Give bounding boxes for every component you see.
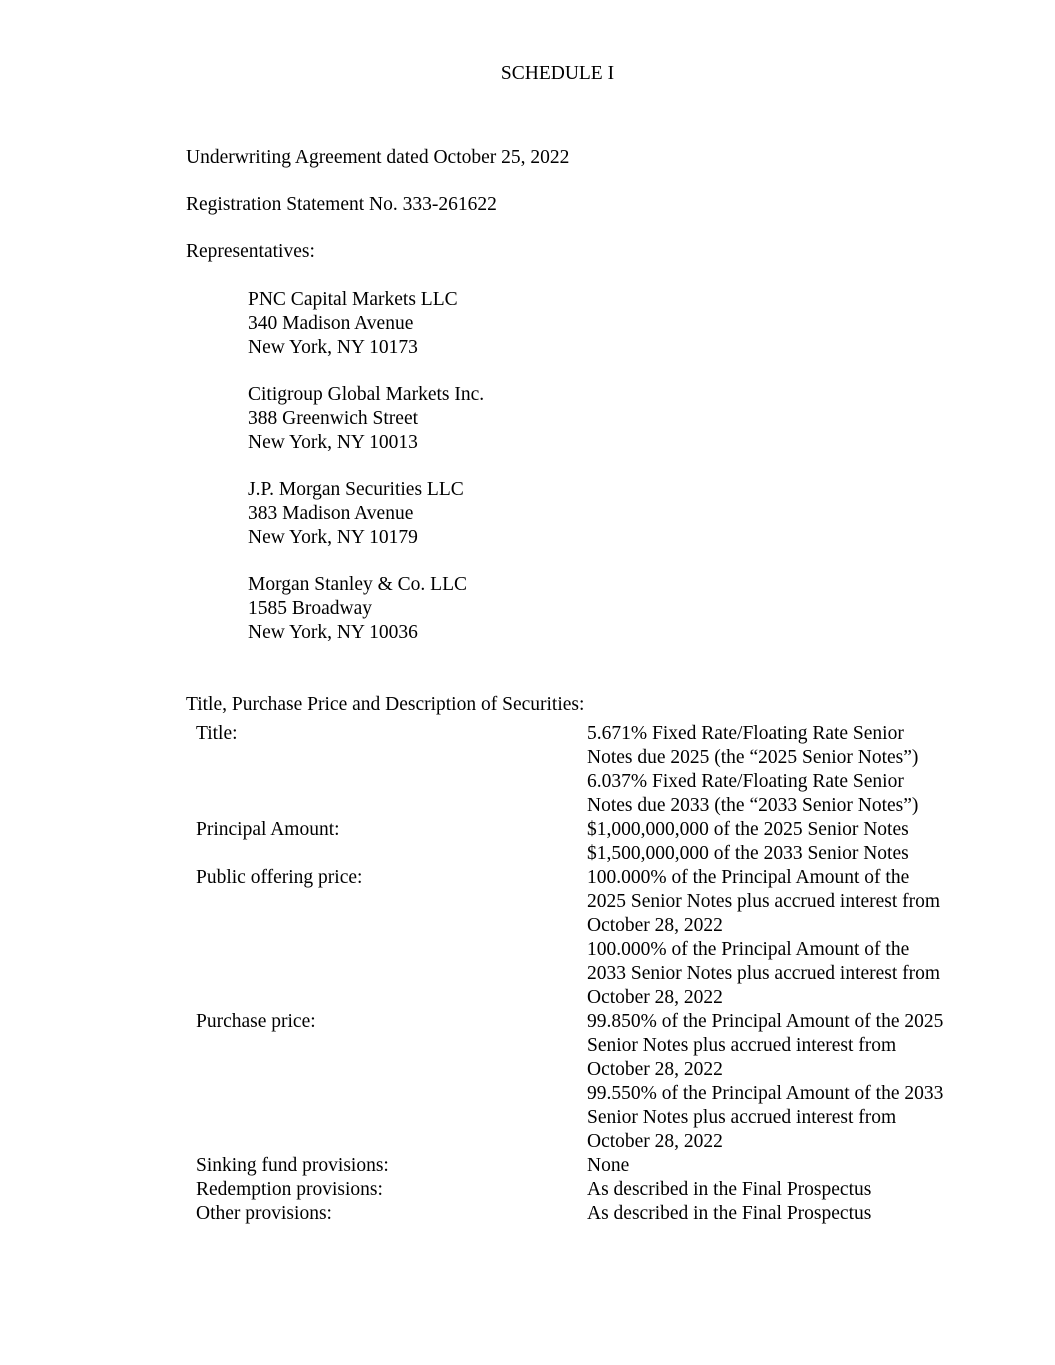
term-value-line: 99.850% of the Principal Amount of the 2025 (587, 1011, 944, 1032)
term-value-line: $1,500,000,000 of the 2033 Senior Notes (587, 843, 909, 864)
term-value-line: As described in the Final Prospectus (587, 1203, 872, 1224)
term-value-line: 100.000% of the Principal Amount of the (587, 867, 910, 888)
agreement-date-line: Underwriting Agreement dated October 25, 2022 (186, 147, 570, 168)
term-row-public-offering-price (196, 866, 996, 1010)
term-value-line: October 28, 2022 (587, 915, 723, 936)
term-value (587, 1178, 996, 1202)
term-label: Principal Amount: (196, 819, 340, 840)
term-value-line: 6.037% Fixed Rate/Floating Rate Senior (587, 771, 904, 792)
term-value-line: Senior Notes plus accrued interest from (587, 1035, 897, 1056)
representative-address (248, 573, 467, 645)
representative-city: New York, NY 10036 (248, 622, 418, 643)
term-value (587, 818, 996, 866)
term-value-line: 5.671% Fixed Rate/Floating Rate Senior (587, 723, 904, 744)
representative-address (248, 478, 464, 550)
term-value (587, 722, 996, 818)
representative-name: Citigroup Global Markets Inc. (248, 384, 485, 405)
term-row-purchase-price (196, 1010, 996, 1154)
registration-statement-line: Registration Statement No. 333-261622 (186, 194, 497, 215)
representative-city: New York, NY 10013 (248, 432, 418, 453)
securities-heading: Title, Purchase Price and Description of Securities: (186, 694, 585, 715)
term-value-line: $1,000,000,000 of the 2025 Senior Notes (587, 819, 909, 840)
term-row-principal-amount (196, 818, 996, 866)
term-value-line: Notes due 2033 (the “2033 Senior Notes”) (587, 795, 919, 816)
term-value-line: 2025 Senior Notes plus accrued interest from (587, 891, 941, 912)
term-value (587, 866, 996, 1010)
term-label: Redemption provisions: (196, 1179, 383, 1200)
representative-name: PNC Capital Markets LLC (248, 289, 458, 310)
representative-address (248, 288, 458, 360)
term-value (587, 1154, 996, 1178)
term-row-redemption (196, 1178, 996, 1202)
term-value-line: 2033 Senior Notes plus accrued interest from (587, 963, 941, 984)
term-row-other-provisions (196, 1202, 996, 1226)
term-label: Public offering price: (196, 867, 363, 888)
term-value-line: None (587, 1155, 630, 1176)
representatives-heading: Representatives: (186, 241, 315, 262)
representative-address (248, 383, 484, 455)
representative-name: Morgan Stanley & Co. LLC (248, 574, 468, 595)
term-value-line: October 28, 2022 (587, 1131, 723, 1152)
representative-street: 1585 Broadway (248, 598, 373, 619)
term-value-line: 99.550% of the Principal Amount of the 2033 (587, 1083, 944, 1104)
representative-street: 388 Greenwich Street (248, 408, 419, 429)
representative-street: 383 Madison Avenue (248, 503, 414, 524)
page-title: SCHEDULE I (500, 63, 615, 84)
term-value-line: October 28, 2022 (587, 1059, 723, 1080)
term-value-line: 100.000% of the Principal Amount of the (587, 939, 910, 960)
term-value-line: As described in the Final Prospectus (587, 1179, 872, 1200)
term-value-line: October 28, 2022 (587, 987, 723, 1008)
term-row-title (196, 722, 996, 818)
term-label: Sinking fund provisions: (196, 1155, 389, 1176)
representative-city: New York, NY 10173 (248, 337, 418, 358)
representative-city: New York, NY 10179 (248, 527, 418, 548)
term-row-sinking-fund (196, 1154, 996, 1178)
representative-street: 340 Madison Avenue (248, 313, 414, 334)
term-label: Purchase price: (196, 1011, 316, 1032)
term-label: Other provisions: (196, 1203, 332, 1224)
representative-name: J.P. Morgan Securities LLC (248, 479, 464, 500)
term-value (587, 1202, 996, 1226)
term-value-line: Senior Notes plus accrued interest from (587, 1107, 897, 1128)
securities-terms-table (196, 722, 996, 1226)
term-value (587, 1010, 996, 1154)
term-label: Title: (196, 723, 238, 744)
term-value-line: Notes due 2025 (the “2025 Senior Notes”) (587, 747, 919, 768)
